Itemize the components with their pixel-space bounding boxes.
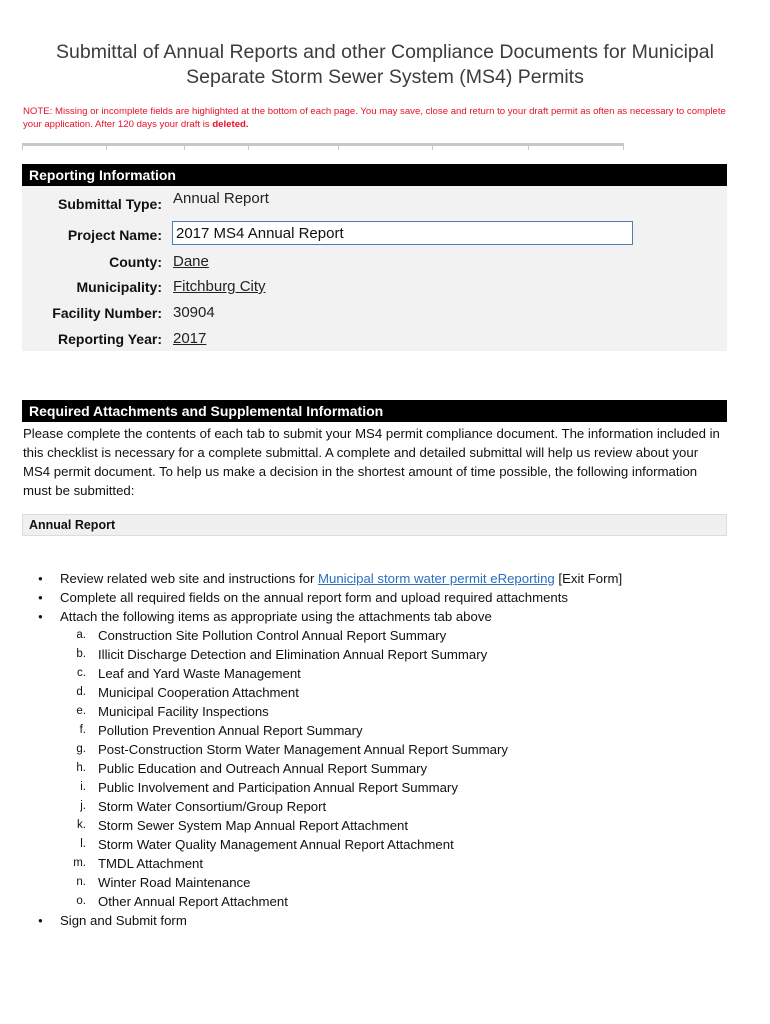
attachment-text: TMDL Attachment (98, 856, 204, 871)
attachments-intro: Please complete the contents of each tab to submit your MS4 permit compliance document. The information included in this checklist is necessary for a complete submittal. A complete and detailed submittal will help us review about your MS4 permit document. To help us make a decision in the shortest amount of time possible, the following information must be submitted: (23, 426, 720, 498)
attachment-text: Illicit Discharge Detection and Elimination Annual Report Summary (98, 647, 488, 662)
attachment-item (60, 702, 738, 721)
tab-bar (22, 143, 624, 146)
attachment-item (60, 797, 738, 816)
submittal-type-value: Annual Report (173, 190, 269, 207)
attachment-text: Storm Sewer System Map Annual Report Attachment (98, 818, 409, 833)
attachment-marker: k. (77, 819, 86, 831)
page-title-line-1: Submittal of Annual Reports and other Compliance Documents for Municipal (56, 41, 714, 63)
attachment-item (60, 778, 738, 797)
attachment-item (60, 645, 738, 664)
attachment-text: Storm Water Quality Management Annual Report Attachment (98, 837, 454, 852)
attachment-text: Leaf and Yard Waste Management (98, 666, 301, 681)
checklist-item-text: Sign and Submit form (60, 913, 187, 928)
reporting-information-header: Reporting Information (22, 164, 727, 186)
attachment-item (60, 892, 738, 911)
attachment-text: Construction Site Pollution Control Annual Report Summary (98, 628, 447, 643)
attachment-marker: h. (76, 762, 86, 774)
attachment-marker: m. (73, 857, 86, 869)
municipality-value: Fitchburg City (173, 278, 266, 295)
project-name-input[interactable] (172, 221, 633, 245)
attachment-text: Storm Water Consortium/Group Report (98, 799, 327, 814)
attachment-marker: n. (76, 876, 86, 888)
checklist (38, 569, 738, 930)
checklist-item-text: Review related web site and instructions for (60, 571, 319, 586)
attachment-marker: j. (80, 800, 86, 812)
attachment-list (60, 626, 738, 911)
facility-number-value: 30904 (173, 304, 215, 321)
annual-report-subheader: Annual Report (22, 514, 727, 536)
attachment-marker: d. (76, 686, 86, 698)
required-attachments-header: Required Attachments and Supplemental Information (22, 400, 727, 422)
page-title-line-2: Separate Storm Sewer System (MS4) Permits (186, 66, 584, 88)
attachment-item (60, 854, 738, 873)
attachment-marker: l. (80, 838, 86, 850)
project-name-label: Project Name: (67, 227, 162, 243)
attachment-item (60, 721, 738, 740)
draft-note (23, 106, 738, 131)
attachment-marker: o. (76, 895, 86, 907)
attachment-text: Pollution Prevention Annual Report Summary (98, 723, 363, 738)
checklist-item (38, 911, 738, 930)
exit-form-text: [Exit Form] (554, 571, 623, 586)
checklist-item (38, 588, 738, 607)
reporting-year-label: Reporting Year: (58, 331, 162, 347)
attachment-marker: i. (80, 781, 86, 793)
attachment-text: Municipal Cooperation Attachment (98, 685, 299, 700)
county-value: Dane (173, 253, 209, 270)
attachment-text: Public Education and Outreach Annual Report Summary (98, 761, 428, 776)
checklist-item (38, 569, 738, 588)
municipality-label: Municipality: (76, 279, 162, 295)
attachment-marker: g. (76, 743, 86, 755)
attachment-text: Municipal Facility Inspections (98, 704, 269, 719)
checklist-item-text: Complete all required fields on the annual report form and upload required attachments (60, 590, 569, 605)
attachment-item (60, 873, 738, 892)
attachment-item (60, 683, 738, 702)
attachment-marker: c. (77, 667, 86, 679)
attachment-item (60, 626, 738, 645)
submittal-type-label: Submittal Type: (58, 196, 162, 212)
county-label: County: (109, 254, 162, 270)
attachment-marker: f. (79, 724, 86, 736)
attachment-text: Public Involvement and Participation Annual Report Summary (98, 780, 458, 795)
checklist-item-text: Attach the following items as appropriate using the attachments tab above (60, 609, 492, 624)
attachment-item (60, 664, 738, 683)
reporting-year-value: 2017 (173, 330, 207, 347)
attachment-item (60, 740, 738, 759)
checklist-item (38, 607, 738, 911)
facility-number-label: Facility Number: (52, 305, 162, 321)
attachment-text: Winter Road Maintenance (98, 875, 251, 890)
attachment-marker: e. (76, 705, 86, 717)
draft-note-text: NOTE: Missing or incomplete fields are highlighted at the bottom of each page. You may save, close and return to your draft permit as often as necessary to complete your application. After 120 days your draft is (23, 106, 726, 130)
ereporting-link[interactable]: Municipal storm water permit eReporting (318, 571, 555, 586)
attachment-text: Other Annual Report Attachment (98, 894, 288, 909)
attachment-item (60, 759, 738, 778)
attachment-item (60, 816, 738, 835)
attachment-text: Post-Construction Storm Water Management Annual Report Summary (98, 742, 508, 757)
draft-note-bold: deleted. (212, 118, 249, 130)
attachment-item (60, 835, 738, 854)
page-title (20, 40, 750, 90)
attachment-marker: a. (76, 629, 86, 641)
attachment-marker: b. (76, 648, 86, 660)
